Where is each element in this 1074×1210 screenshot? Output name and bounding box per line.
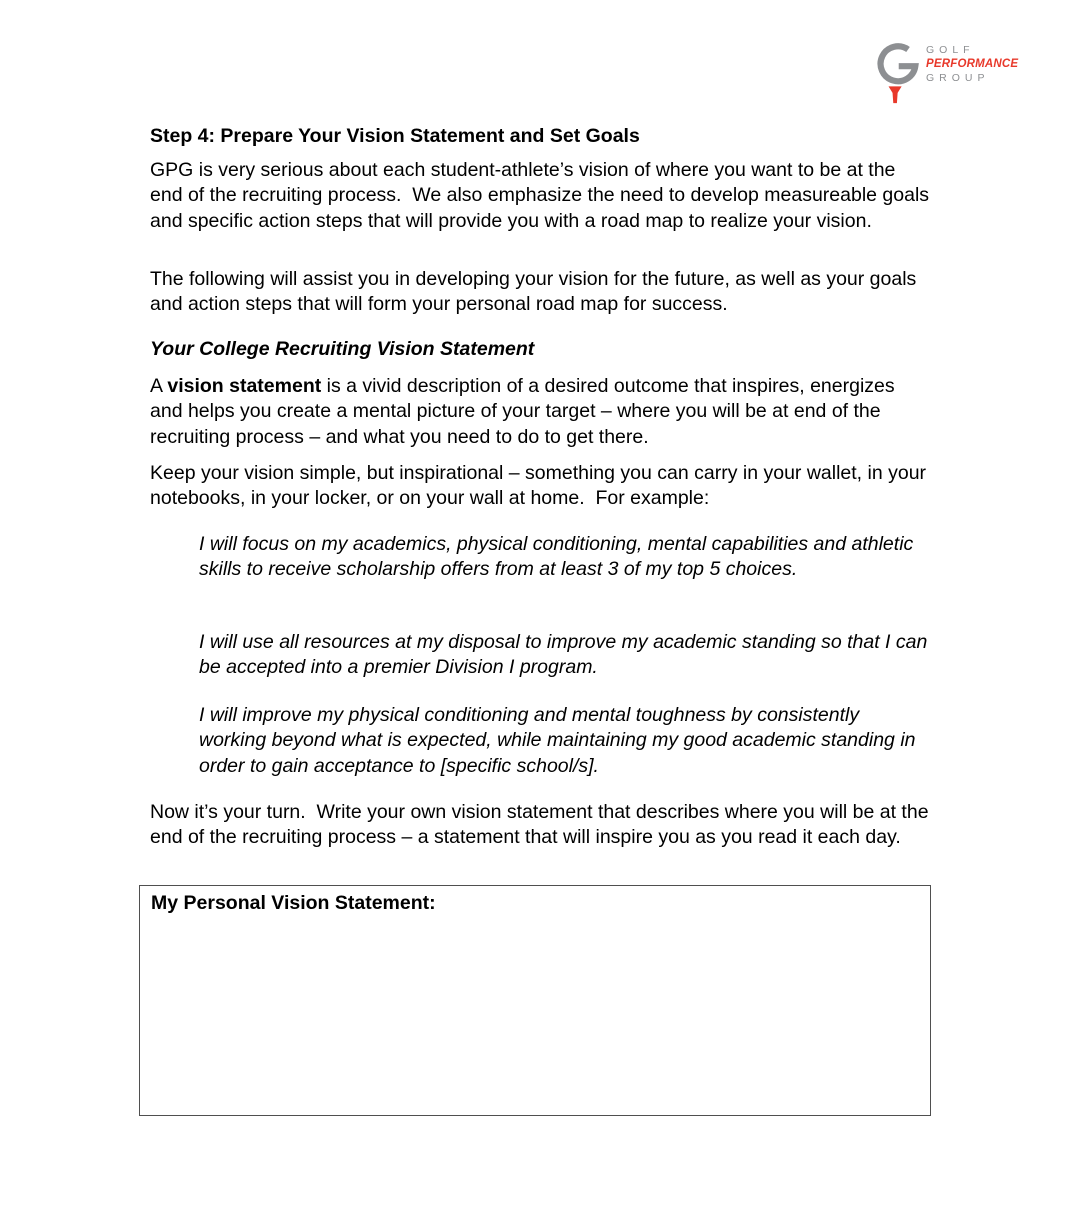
following-paragraph: The following will assist you in developing your vision for the future, as well as your goals and action steps that will form your personal road map for success. — [150, 268, 922, 316]
vision-statement-bold-term: vision statement — [167, 375, 322, 397]
vision-example-2: I will use all resources at my disposal to improve my academic standing so that I can be accepted into a premier Division I program. — [199, 631, 933, 679]
logo-text — [926, 44, 1018, 85]
personal-vision-statement-box[interactable] — [139, 885, 931, 1116]
logo — [876, 42, 1018, 106]
page-title: Step 4: Prepare Your Vision Statement and Set Goals — [150, 125, 640, 147]
personal-vision-statement-label: My Personal Vision Statement: — [151, 892, 436, 914]
vision-example-3: I will improve my physical conditioning and mental toughness by consistently working beyond what is expected, while maintaining my good academic standing in order to gain acceptance to [specific school/s]. — [199, 704, 921, 777]
vision-definition-before: A — [150, 375, 168, 397]
section-heading-vision-statement: Your College Recruiting Vision Statement — [150, 338, 535, 360]
keep-vision-simple-paragraph: Keep your vision simple, but inspirational – something you can carry in your wallet, in your notebooks, in your locker, or on your wall at home. For example: — [150, 462, 932, 510]
vision-definition-paragraph — [150, 374, 930, 450]
logo-word-golf: GOLF — [926, 44, 975, 56]
g-monogram-golf-tee-icon — [876, 42, 920, 106]
logo-word-performance: PERFORMANCE — [926, 58, 1019, 70]
vision-definition-after: is a vivid description of a desired outcome that inspires, energizes and helps you create a mental picture of your target – where you will be at end of the recruiting process – and what you need to do to get there. — [150, 375, 901, 448]
logo-word-group: GROUP — [926, 72, 990, 84]
your-turn-paragraph: Now it’s your turn. Write your own vision statement that describes where you will be at the end of the recruiting process – a statement that will inspire you as you read it each day. — [150, 801, 934, 849]
intro-paragraph: GPG is very serious about each student-athlete’s vision of where you want to be at the end of the recruiting process. We also emphasize the need to develop measureable goals and specific action steps that will provide you with a road map to realize your vision. — [150, 159, 935, 232]
vision-example-1: I will focus on my academics, physical conditioning, mental capabilities and athletic skills to receive scholarship offers from at least 3 of my top 5 choices. — [199, 533, 919, 581]
